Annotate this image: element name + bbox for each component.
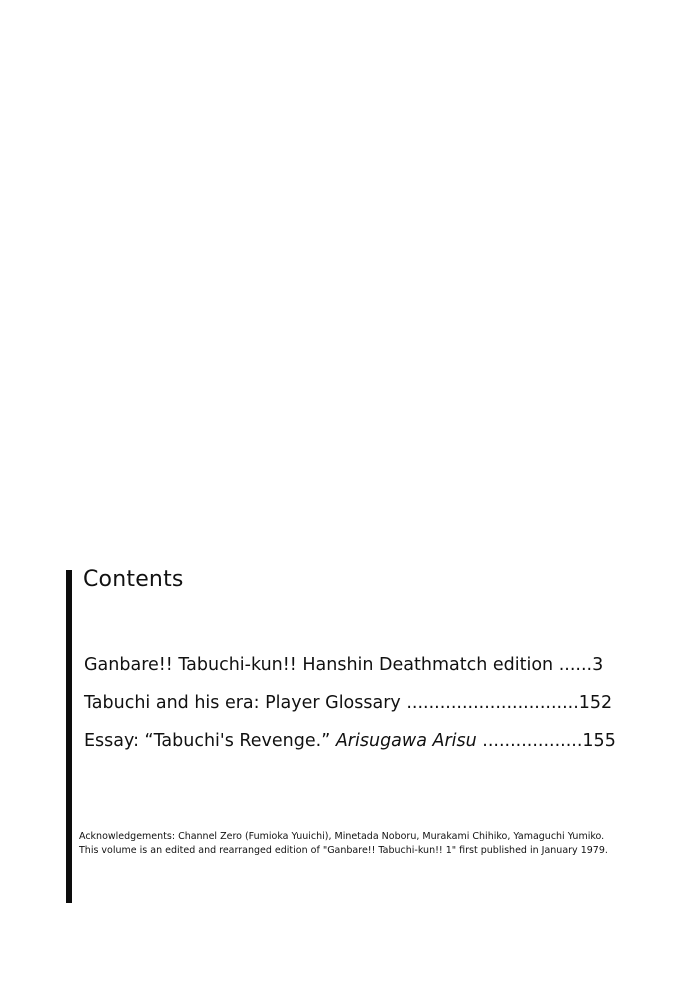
toc-entry-suffix: ..................155: [476, 731, 616, 751]
acknowledgements-text: Acknowledgements: Channel Zero (Fumioka Yuuichi), Minetada Noboru, Murakami Chihiko, Yamaguchi Yumiko.: [79, 831, 605, 842]
credits-notes: [79, 830, 639, 857]
essay-author: Arisugawa Arisu: [335, 731, 477, 751]
edition-note-text: This volume is an edited and rearranged edition of "Ganbare!! Tabuchi-kun!! 1" first published in January 1979.: [79, 844, 608, 856]
toc-entry-text: Tabuchi and his era: Player Glossary ...............................152: [84, 693, 613, 713]
vertical-rule: [66, 570, 72, 903]
toc-entry-prefix: Essay: “Tabuchi's Revenge.”: [84, 731, 336, 751]
contents-heading: Contents: [83, 567, 184, 592]
toc-entry-text: Ganbare!! Tabuchi-kun!! Hanshin Deathmatch edition ......3: [84, 655, 604, 675]
table-of-contents: [84, 655, 616, 769]
toc-entry-player-glossary: [84, 693, 616, 713]
toc-entry-ganbare: [84, 655, 616, 675]
toc-entry-essay: [84, 731, 616, 751]
